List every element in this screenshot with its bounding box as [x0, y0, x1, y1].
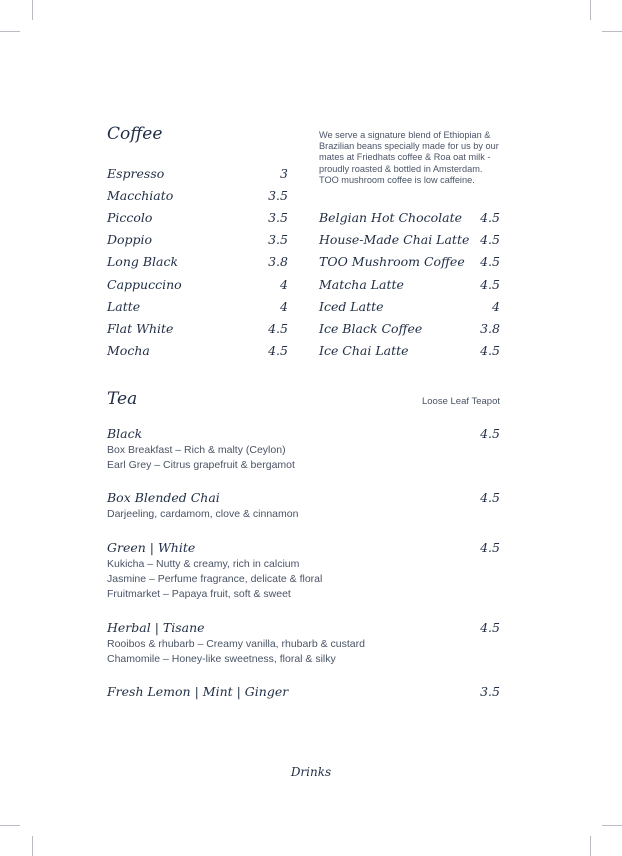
tea-title: Tea — [107, 389, 138, 409]
item-name: Espresso — [107, 166, 165, 181]
menu-item — [107, 188, 288, 208]
item-price: 4.5 — [480, 210, 500, 225]
menu-item — [319, 299, 500, 319]
coffee-title: Coffee — [107, 124, 163, 144]
item-name: Doppio — [107, 232, 153, 247]
item-price: 3.5 — [480, 684, 500, 699]
tea-item — [107, 684, 500, 701]
tea-description: Chamomile – Honey-like sweetness, floral & silky — [107, 653, 336, 665]
crop-mark — [0, 31, 20, 32]
item-name: Piccolo — [107, 210, 153, 225]
item-name: Belgian Hot Chocolate — [319, 210, 463, 225]
tea-description: Kukicha – Nutty & creamy, rich in calcium — [107, 558, 300, 570]
item-price: 3.5 — [268, 188, 288, 203]
menu-item — [319, 232, 500, 252]
menu-item — [107, 343, 288, 363]
item-price: 3.5 — [268, 232, 288, 247]
item-price: 4.5 — [268, 321, 288, 336]
item-name: Matcha Latte — [319, 277, 404, 292]
item-price: 4 — [280, 277, 288, 292]
crop-mark — [590, 0, 591, 20]
item-name: Long Black — [107, 254, 179, 269]
item-price: 4.5 — [268, 343, 288, 358]
tea-item — [107, 540, 500, 602]
item-price: 3.8 — [268, 254, 288, 269]
tea-description: Earl Grey – Citrus grapefruit & bergamot — [107, 459, 295, 471]
item-price: 3.5 — [268, 210, 288, 225]
crop-mark — [32, 0, 33, 20]
menu-item — [319, 321, 500, 341]
item-name: Flat White — [107, 321, 174, 336]
tea-description: Fruitmarket – Papaya fruit, soft & sweet — [107, 588, 291, 600]
item-price: 4.5 — [480, 426, 500, 441]
item-price: 4.5 — [480, 277, 500, 292]
tea-description: Rooibos & rhubarb – Creamy vanilla, rhubarb & custard — [107, 638, 365, 650]
item-price: 3.8 — [480, 321, 500, 336]
item-price: 4 — [280, 299, 288, 314]
menu-item — [107, 232, 288, 252]
item-name: Latte — [107, 299, 141, 314]
item-price: 4.5 — [480, 254, 500, 269]
tea-item — [107, 426, 500, 473]
menu-item — [319, 210, 500, 230]
item-price: 4.5 — [480, 540, 500, 555]
tea-note: Loose Leaf Teapot — [421, 396, 500, 407]
menu-item — [319, 254, 500, 274]
item-name: Green | White — [107, 540, 196, 555]
tea-description: Darjeeling, cardamom, clove & cinnamon — [107, 508, 299, 520]
tea-item — [107, 490, 500, 522]
crop-mark — [602, 31, 622, 32]
item-name: Fresh Lemon | Mint | Ginger — [107, 684, 289, 699]
item-name: Ice Black Coffee — [319, 321, 423, 336]
item-name: Iced Latte — [319, 299, 384, 314]
item-name: Box Blended Chai — [107, 490, 220, 505]
crop-mark — [602, 825, 622, 826]
item-price: 3 — [280, 166, 288, 181]
coffee-description: We serve a signature blend of Ethiopian & Brazilian beans specially made for us by our mates at Friedhats coffee & Roa oat milk - proudly roasted & bottled in Amsterdam. TOO mushroom coffee is low caffeine. — [319, 130, 499, 185]
menu-item — [107, 166, 288, 186]
item-price: 4.5 — [480, 490, 500, 505]
crop-mark — [590, 836, 591, 856]
tea-description: Box Breakfast – Rich & malty (Ceylon) — [107, 444, 286, 456]
crop-mark — [32, 836, 33, 856]
menu-item — [319, 277, 500, 297]
item-price: 4 — [492, 299, 500, 314]
item-name: House-Made Chai Latte — [319, 232, 470, 247]
tea-description: Jasmine – Perfume fragrance, delicate & floral — [107, 573, 323, 585]
menu-item — [319, 343, 500, 363]
item-name: Mocha — [107, 343, 150, 358]
item-name: Cappuccino — [107, 277, 182, 292]
item-name: Macchiato — [107, 188, 174, 203]
crop-mark — [0, 825, 20, 826]
tea-item — [107, 620, 500, 667]
item-name: Black — [107, 426, 143, 441]
page-footer: Drinks — [290, 765, 332, 779]
item-name: Ice Chai Latte — [319, 343, 409, 358]
menu-item — [107, 277, 288, 297]
item-name: Herbal | Tisane — [107, 620, 205, 635]
item-price: 4.5 — [480, 232, 500, 247]
menu-item — [107, 254, 288, 274]
menu-item — [107, 321, 288, 341]
item-price: 4.5 — [480, 343, 500, 358]
menu-item — [107, 299, 288, 319]
menu-item — [107, 210, 288, 230]
item-price: 4.5 — [480, 620, 500, 635]
item-name: TOO Mushroom Coffee — [319, 254, 465, 269]
